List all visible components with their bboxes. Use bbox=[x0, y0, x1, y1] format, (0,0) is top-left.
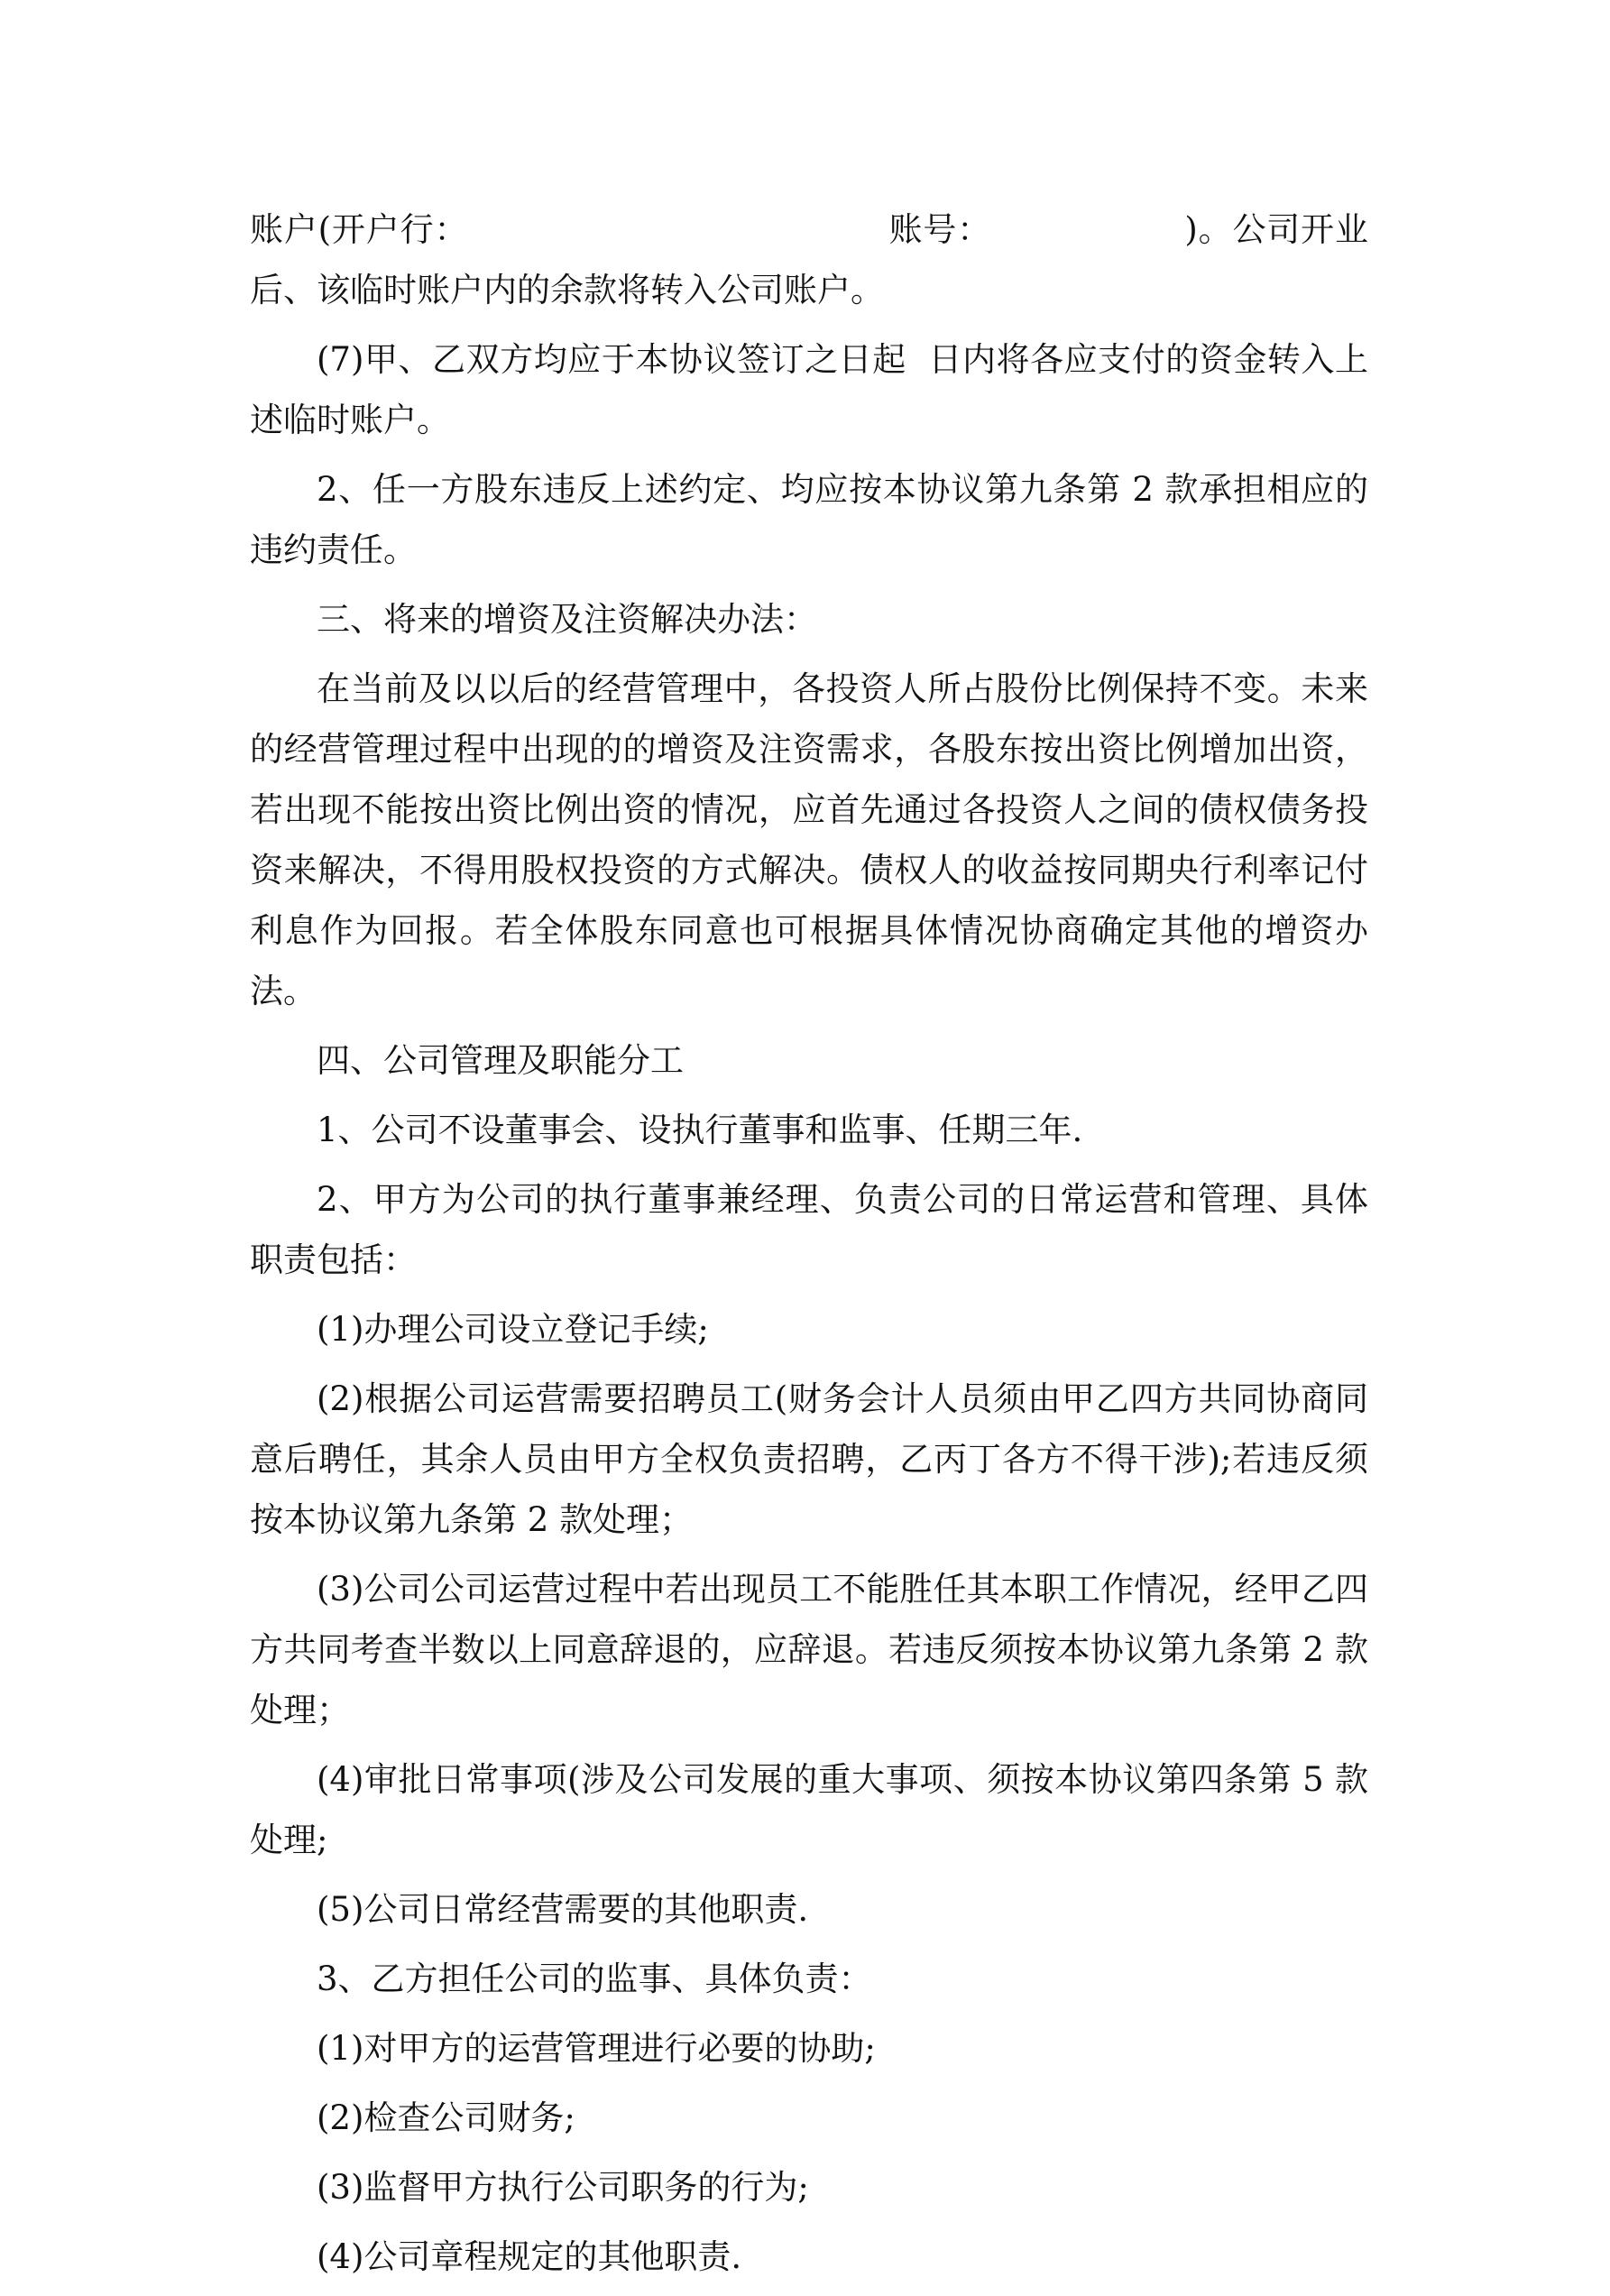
list-item: (2)检查公司财务; bbox=[317, 2098, 575, 2137]
paragraph-board: 1、公司不设董事会、设执行董事和监事、任期三年. bbox=[317, 1111, 1083, 1149]
paragraph-party-b-duties: 3、乙方担任公司的监事、具体负责： bbox=[317, 1959, 872, 1998]
paragraph-breach: 2、任一方股东违反上述约定、均应按本协议第九条第 2 款承担相应的违约责任。 bbox=[250, 470, 1368, 569]
section-heading-capital-increase: 三、将来的增资及注资解决办法： bbox=[317, 600, 817, 639]
section-heading-management: 四、公司管理及职能分工 bbox=[317, 1041, 684, 1080]
list-item: (4)公司章程规定的其他职责. bbox=[317, 2237, 742, 2276]
paragraph-party-a-duties: 2、甲方为公司的执行董事兼经理、负责公司的日常运营和管理、具体职责包括： bbox=[250, 1180, 1368, 1279]
list-item: (5)公司日常经营需要的其他职责. bbox=[317, 1890, 809, 1929]
list-item: (2)根据公司运营需要招聘员工(财务会计人员须由甲乙四方共同协商同意后聘任，其余人员由甲方全权负责招聘，乙丙丁各方不得干涉);若违反须按本协议第九条第 2 款处理； bbox=[250, 1379, 1368, 1539]
list-item: (4)审批日常事项(涉及公司发展的重大事项、须按本协议第四条第 5 款处理; bbox=[250, 1760, 1368, 1859]
list-item: (1)对甲方的运营管理进行必要的协助; bbox=[317, 2029, 876, 2068]
paragraph-clause-7: (7)甲、乙双方均应于本协议签订之日起 日内将各应支付的资金转入上述临时账户。 bbox=[250, 340, 1368, 439]
paragraph-account: 账户(开户行： 账号： )。公司开业后、该临时账户内的余款将转入公司账户。 bbox=[250, 210, 1368, 309]
document-body bbox=[250, 199, 1368, 2296]
list-item: (1)办理公司设立登记手续; bbox=[317, 1310, 709, 1349]
list-item: (3)公司公司运营过程中若出现员工不能胜任其本职工作情况，经甲乙四方共同考查半数以上同意辞退的，应辞退。若违反须按本协议第九条第 2 款处理； bbox=[250, 1570, 1368, 1729]
paragraph-capital-increase: 在当前及以以后的经营管理中，各投资人所占股份比例保持不变。未来的经营管理过程中出现的的增资及注资需求，各股东按出资比例增加出资，若出现不能按出资比例出资的情况，应首先通过各投资人之间的债权债务投资来解决，不得用股权投资的方式解决。债权人的收益按同期央行利率记付利息作为回报。若全体股东同意也可根据具体情况协商确定其他的增资办法。 bbox=[250, 669, 1368, 1010]
list-item: (3)监督甲方执行公司职务的行为; bbox=[317, 2168, 809, 2207]
